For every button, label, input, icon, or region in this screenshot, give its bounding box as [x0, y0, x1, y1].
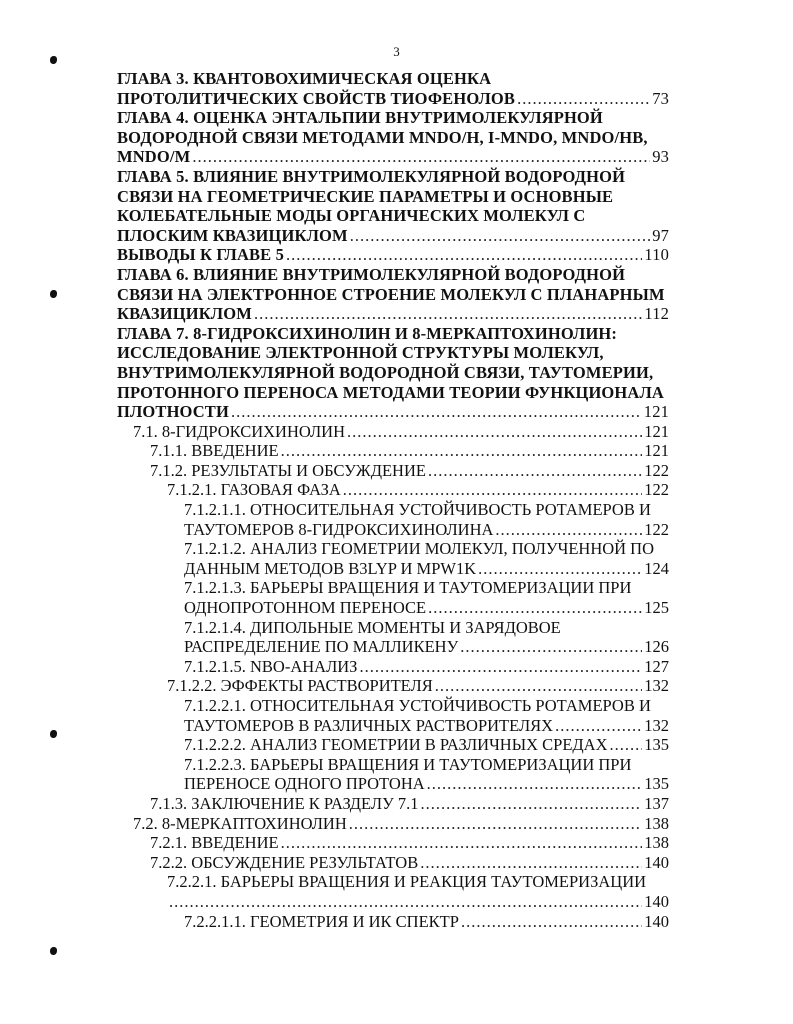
dot-leader [286, 245, 642, 265]
toc-chapter-entry[interactable] [117, 167, 669, 245]
dot-leader [428, 598, 642, 618]
toc-page-number: 132 [644, 676, 669, 696]
toc-line-text: ГЛАВА 7. 8-ГИДРОКСИХИНОЛИН И 8-МЕРКАПТОХИНОЛИН: [117, 323, 618, 343]
toc-line-text: ГЛАВА 3. КВАНТОВОХИМИЧЕСКАЯ ОЦЕНКА [117, 69, 492, 88]
toc-line [117, 206, 669, 226]
toc-section-entry[interactable] [117, 676, 669, 696]
toc-section-entry[interactable] [117, 755, 669, 794]
toc-line-text: 7.2.2. ОБСУЖДЕНИЕ РЕЗУЛЬТАТОВ [150, 852, 419, 872]
toc-page-number: 135 [644, 735, 669, 755]
dot-leader [350, 226, 650, 246]
toc-page-number: 140 [644, 911, 669, 931]
toc-line-text: 7.1.2.1.5. NBO-АНАЛИЗ [184, 656, 358, 676]
toc-line [167, 676, 669, 696]
toc-page-number: 125 [644, 598, 669, 618]
toc-line [117, 89, 669, 109]
toc-page-number: 122 [644, 480, 669, 500]
toc-section-entry[interactable] [117, 618, 669, 657]
toc-line [117, 343, 669, 363]
dot-leader [420, 853, 642, 873]
toc-page-number: 140 [644, 852, 669, 872]
toc-line-text: ПЛОСКИМ КВАЗИЦИКЛОМ [117, 225, 348, 245]
dot-leader [281, 833, 643, 853]
toc-line [117, 324, 669, 344]
toc-page-number: 93 [652, 147, 669, 167]
toc-page-number: 110 [644, 245, 669, 265]
toc-line [150, 853, 669, 873]
toc-line-text: 7.1.3. ЗАКЛЮЧЕНИЕ К РАЗДЕЛУ 7.1 [150, 793, 419, 813]
toc-line-text: MNDO/M [117, 147, 191, 167]
toc-line-text: 7.1.2.1. ГАЗОВАЯ ФАЗА [167, 480, 341, 500]
toc-line [167, 480, 669, 500]
toc-page-number: 121 [644, 441, 669, 461]
toc-line-text: ТАУТОМЕРОВ В РАЗЛИЧНЫХ РАСТВОРИТЕЛЯХ [184, 715, 554, 735]
toc-line [150, 461, 669, 481]
toc-line [184, 598, 669, 618]
toc-page-number: 138 [644, 813, 669, 833]
toc-line [184, 637, 669, 657]
toc-line-text: ПРОТОЛИТИЧЕСКИХ СВОЙСТВ ТИОФЕНОЛОВ [117, 88, 516, 108]
toc-section-entry[interactable] [117, 833, 669, 853]
punch-mark [50, 290, 57, 298]
toc-line [117, 265, 669, 285]
toc-page-number: 127 [644, 656, 669, 676]
toc-page-number: 121 [643, 402, 669, 422]
toc-section-entry[interactable] [117, 657, 669, 677]
toc-line [150, 794, 669, 814]
toc-line-text: 7.1.2.1.3. БАРЬЕРЫ ВРАЩЕНИЯ И ТАУТОМЕРИЗАЦИИ ПРИ [184, 578, 632, 598]
toc-line [184, 696, 669, 716]
toc-line-text: 7.1. 8-ГИДРОКСИХИНОЛИН [133, 421, 346, 441]
toc-chapter-entry[interactable] [117, 108, 669, 167]
toc-page-number: 112 [644, 304, 669, 324]
toc-line-text: 7.1.2.2.2. АНАЛИЗ ГЕОМЕТРИИ В РАЗЛИЧНЫХ СРЕДАХ [184, 735, 608, 755]
table-of-contents [117, 69, 669, 931]
toc-line [167, 892, 669, 912]
toc-line-text: ВНУТРИМОЛЕКУЛЯРНОЙ ВОДОРОДНОЙ СВЯЗИ, ТАУТОМЕРИИ, [117, 362, 654, 382]
toc-section-entry[interactable] [117, 794, 669, 814]
dot-leader [478, 559, 642, 579]
dot-leader [610, 735, 643, 755]
toc-line-text: СВЯЗИ НА ЭЛЕКТРОННОЕ СТРОЕНИЕ МОЛЕКУЛ С ПЛАНАРНЫМ [117, 284, 665, 304]
toc-line [117, 187, 669, 207]
dot-leader [435, 676, 643, 696]
toc-line-text: 7.1.2.1.2. АНАЛИЗ ГЕОМЕТРИИ МОЛЕКУЛ, ПОЛУЧЕННОЙ ПО [184, 539, 655, 559]
toc-line [117, 226, 669, 246]
toc-line [184, 657, 669, 677]
dot-leader [421, 794, 643, 814]
toc-line [133, 422, 669, 442]
dot-leader [281, 441, 643, 461]
toc-line-text: 7.1.2. РЕЗУЛЬТАТЫ И ОБСУЖДЕНИЕ [150, 460, 426, 480]
toc-chapter-entry[interactable] [117, 69, 669, 108]
toc-page-number: 122 [644, 519, 669, 539]
toc-line [117, 285, 669, 305]
toc-line [117, 128, 669, 148]
toc-line [117, 402, 669, 422]
punch-mark [50, 56, 57, 64]
toc-page-number: 132 [644, 715, 669, 735]
dot-leader [555, 716, 642, 736]
dot-leader [460, 637, 642, 657]
toc-line [150, 441, 669, 461]
toc-line [117, 363, 669, 383]
toc-page-number: 140 [644, 891, 669, 911]
toc-section-entry[interactable] [117, 912, 669, 932]
toc-line-text: СВЯЗИ НА ГЕОМЕТРИЧЕСКИЕ ПАРАМЕТРЫ И ОСНОВНЫЕ [117, 186, 614, 206]
dot-leader [461, 912, 642, 932]
toc-line-text: ВОДОРОДНОЙ СВЯЗИ МЕТОДАМИ MNDO/H, I-MNDO, MNDO/HB, [117, 127, 648, 147]
toc-line [184, 539, 669, 559]
toc-section-entry[interactable] [117, 441, 669, 461]
toc-line-text: КВАЗИЦИКЛОМ [117, 304, 252, 324]
toc-line [184, 578, 669, 598]
toc-line-text: 7.1.2.2.3. БАРЬЕРЫ ВРАЩЕНИЯ И ТАУТОМЕРИЗАЦИИ ПРИ [184, 754, 632, 774]
toc-page-number: 124 [644, 558, 669, 578]
toc-line-text: КОЛЕБАТЕЛЬНЫЕ МОДЫ ОРГАНИЧЕСКИХ МОЛЕКУЛ С [117, 206, 586, 226]
toc-line-text: ГЛАВА 4. ОЦЕНКА ЭНТАЛЬПИИ ВНУТРИМОЛЕКУЛЯРНОЙ [117, 108, 603, 128]
toc-line [117, 383, 669, 403]
toc-section-entry[interactable] [117, 814, 669, 834]
toc-line-text: 7.1.1. ВВЕДЕНИЕ [150, 441, 279, 461]
page-number: 3 [393, 44, 400, 59]
dot-leader [349, 814, 643, 834]
toc-line-text: 7.2.1. ВВЕДЕНИЕ [150, 833, 279, 853]
toc-section-entry[interactable] [117, 461, 669, 481]
toc-line [167, 872, 669, 892]
dot-leader [343, 480, 643, 500]
toc-line [184, 774, 669, 794]
dot-leader [347, 422, 642, 442]
toc-line-text: 7.2.2.1. БАРЬЕРЫ ВРАЩЕНИЯ И РЕАКЦИЯ ТАУТОМЕРИЗАЦИИ [167, 872, 647, 892]
toc-section-entry[interactable] [117, 872, 669, 911]
toc-line-text: ТАУТОМЕРОВ 8-ГИДРОКСИХИНОЛИНА [184, 519, 494, 539]
dot-leader [428, 461, 642, 481]
dot-leader [169, 892, 642, 912]
toc-line-text: ГЛАВА 5. ВЛИЯНИЕ ВНУТРИМОЛЕКУЛЯРНОЙ ВОДОРОДНОЙ [117, 166, 626, 186]
toc-line-text: 7.2. 8-МЕРКАПТОХИНОЛИН [133, 813, 347, 833]
toc-page-number: 126 [644, 637, 669, 657]
toc-page-number: 135 [644, 774, 669, 794]
toc-line [184, 716, 669, 736]
toc-line [117, 304, 669, 324]
dot-leader [192, 147, 650, 167]
toc-line [117, 69, 669, 89]
toc-line-text: ВЫВОДЫ К ГЛАВЕ 5 [117, 245, 284, 265]
toc-line-text: 7.1.2.1.4. ДИПОЛЬНЫЕ МОМЕНТЫ И ЗАРЯДОВОЕ [184, 617, 561, 637]
toc-page-number: 73 [652, 88, 669, 108]
toc-line-text: ДАННЫМ МЕТОДОВ B3LYP И MPW1K [184, 558, 477, 578]
punch-mark [50, 947, 57, 955]
toc-line [184, 520, 669, 540]
dot-leader [427, 774, 643, 794]
toc-line [184, 559, 669, 579]
toc-page-number: 121 [644, 421, 669, 441]
toc-line-text: 7.1.2.2. ЭФФЕКТЫ РАСТВОРИТЕЛЯ [167, 676, 433, 696]
toc-line [184, 618, 669, 638]
toc-line-text: ПРОТОННОГО ПЕРЕНОСА МЕТОДАМИ ТЕОРИИ ФУНКЦИОНАЛА [117, 382, 664, 402]
toc-section-entry[interactable] [117, 500, 669, 539]
toc-page-number: 138 [644, 833, 669, 853]
dot-leader [495, 520, 642, 540]
toc-line-text: 7.1.2.1.1. ОТНОСИТЕЛЬНАЯ УСТОЙЧИВОСТЬ РОТАМЕРОВ И [184, 500, 651, 520]
toc-chapter-entry[interactable] [117, 245, 669, 265]
toc-line [150, 833, 669, 853]
toc-section-entry[interactable] [117, 853, 669, 873]
toc-line-text: ПЕРЕНОСЕ ОДНОГО ПРОТОНА [184, 774, 425, 794]
toc-line-text: ОДНОПРОТОННОМ ПЕРЕНОСЕ [184, 598, 427, 618]
toc-line-text: 7.2.2.1.1. ГЕОМЕТРИЯ И ИК СПЕКТР [184, 911, 459, 931]
toc-chapter-entry[interactable] [117, 324, 669, 422]
toc-section-entry[interactable] [117, 735, 669, 755]
toc-section-entry[interactable] [117, 539, 669, 578]
toc-line [133, 814, 669, 834]
toc-page-number: 97 [652, 225, 669, 245]
toc-line-text: ИССЛЕДОВАНИЕ ЭЛЕКТРОННОЙ СТРУКТУРЫ МОЛЕКУЛ, [117, 343, 604, 363]
toc-line [117, 167, 669, 187]
dot-leader [517, 89, 650, 109]
toc-line [117, 147, 669, 167]
toc-line [184, 500, 669, 520]
toc-line-text: ПЛОТНОСТИ [117, 402, 229, 422]
toc-line [184, 755, 669, 775]
dot-leader [231, 402, 642, 422]
toc-page-number: 137 [644, 793, 669, 813]
toc-line [117, 108, 669, 128]
toc-line [117, 245, 669, 265]
toc-line-text: 7.1.2.2.1. ОТНОСИТЕЛЬНАЯ УСТОЙЧИВОСТЬ РОТАМЕРОВ И [184, 696, 651, 715]
toc-section-entry[interactable] [117, 422, 669, 442]
dot-leader [254, 304, 642, 324]
toc-line-text: ГЛАВА 6. ВЛИЯНИЕ ВНУТРИМОЛЕКУЛЯРНОЙ ВОДОРОДНОЙ [117, 264, 626, 284]
dot-leader [359, 657, 642, 677]
toc-section-entry[interactable] [117, 480, 669, 500]
toc-line [184, 912, 669, 932]
toc-line [184, 735, 669, 755]
toc-chapter-entry[interactable] [117, 265, 669, 324]
toc-page-number: 122 [644, 460, 669, 480]
toc-section-entry[interactable] [117, 696, 669, 735]
punch-mark [50, 730, 57, 738]
toc-line-text: РАСПРЕДЕЛЕНИЕ ПО МАЛЛИКЕНУ [184, 637, 459, 657]
toc-section-entry[interactable] [117, 578, 669, 617]
